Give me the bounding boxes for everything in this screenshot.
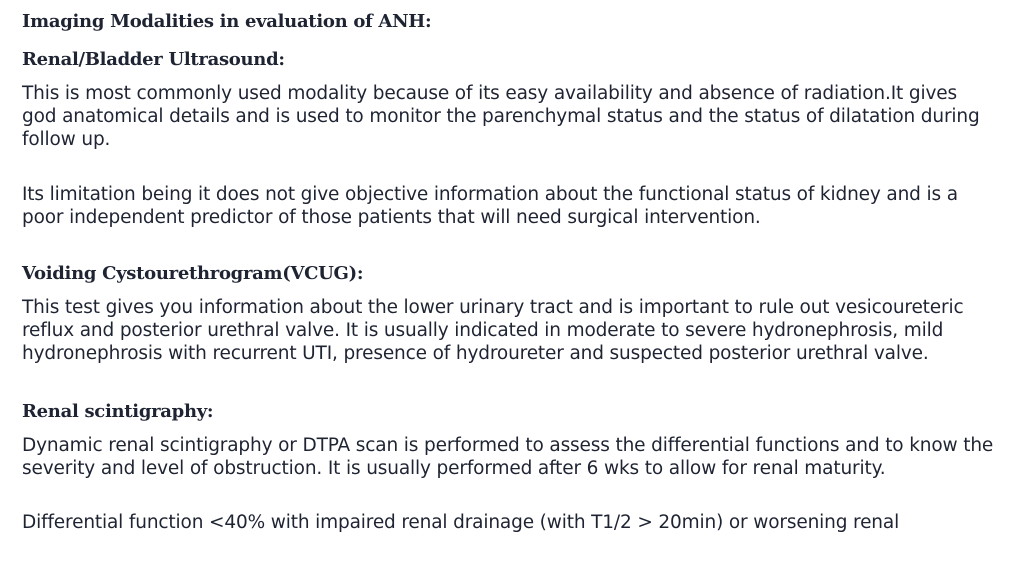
document-body	[22, 0, 994, 534]
scintigraphy-paragraph-1: Dynamic renal scintigraphy or DTPA scan is performed to assess the differential functions and to know the severity and level of obstruction. It is usually performed after 6 wks to allow for renal maturity.	[22, 435, 994, 479]
scintigraphy-paragraph-2: Differential function <40% with impaired renal drainage (with T1/2 > 20min) or worsening renal	[22, 512, 900, 533]
section-heading-ultrasound: Renal/Bladder Ultrasound:	[22, 49, 285, 70]
document-title: Imaging Modalities in evaluation of ANH:	[22, 11, 432, 32]
section-heading-vcug: Voiding Cystourethrogram(VCUG):	[22, 263, 364, 284]
ultrasound-paragraph-2: Its limitation being it does not give objective information about the functional status of kidney and is a poor independent predictor of those patients that will need surgical intervention.	[22, 184, 958, 228]
section-heading-scintigraphy: Renal scintigraphy:	[22, 401, 214, 422]
ultrasound-paragraph-1: This is most commonly used modality because of its easy availability and absence of radiation.It gives god anatomical details and is used to monitor the parenchymal status and the status of dilatation during follow up.	[22, 83, 980, 150]
vcug-paragraph-1: This test gives you information about the lower urinary tract and is important to rule out vesicoureteric reflux and posterior urethral valve. It is usually indicated in moderate to severe hydronephrosis, mild hydronephrosis with recurrent UTI, presence of hydroureter and suspected posterior urethral valve.	[22, 297, 964, 364]
